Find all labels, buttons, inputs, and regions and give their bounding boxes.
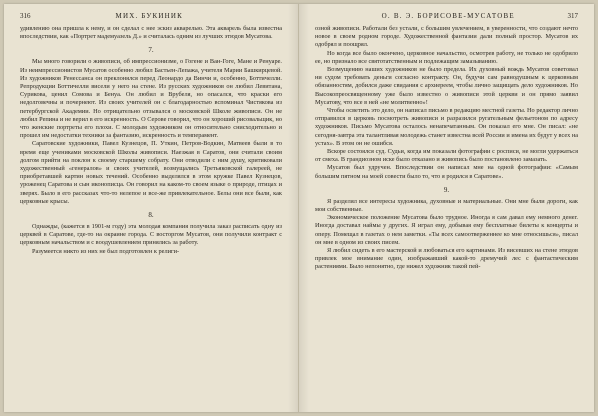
gutter-shadow — [288, 4, 298, 412]
paragraph: Саратовские художники, Павел Кузнецов, П. Уткин, Петров-Водкин, Матвеев были в то время еще учениками московской Школы живописи. Наезжая в Саратов, они считали своим долгом прийти на поклон к своему старшему собрату. Они отводили с ним душу, критиковали художественный «генералов» и своих учителей, возмущались Третьяковской галереей, не приобретавшей картин новых течений. Особенно выделялся в этом кружке Павел Кузнецов, уроженец Саратова и сын иконописца. Он говорил на каком-то своем языке о природе, птицах и зверях. Было в его рассказах что-то нелепое и все-же привлекательное. Белы они все были, как церковные крысы. — [20, 140, 282, 205]
left-page-text — [20, 25, 282, 256]
paragraph: Возмущению наших художников не было предела. Их духовный вождь Мусатов советовал ни судом требовать деньги согласно контракту. Он, будучи сам равнодушным к церковным обязанностям, добился даже свидания с архиереем, чтобы лично защищать дело художников. Но Высокопреосвященному уже было известно о живописи этой церкви и он прямо заявил Мусатову, что все в ней «не молитвенно»! — [315, 66, 578, 106]
page-number: 316 — [20, 12, 31, 20]
paragraph: удивлению она пришла к нему, и он сделал с нее эскиз акварелью. Эта акварель была известна впоследствии, как «Портрет мадемуазель Д.» и считалась одним из лучших этюдов Мусатова. — [20, 25, 282, 41]
book-spread — [4, 4, 594, 412]
paragraph: Однажды, (кажется в 1901-м году) эта молодая компания получила заказ расписать одну из церквей в Саратове, где-то на окраине города. С восторгом Мусатов, они получили контракт с церковным начальством и с воодушевлением принялись за работу. — [20, 223, 282, 247]
right-page-header — [315, 12, 578, 20]
paragraph: Но когда все было окончено, церковное начальство, осмотрев работу, не только не одобрило ее, но признало все святотатственным и подлежащим замазыванию. — [315, 49, 578, 65]
running-head: МИХ. БУКИНИК — [115, 12, 183, 20]
left-page — [4, 4, 299, 412]
paragraph: Я разделял все интересы художника, духовные и материальные. Они мне были дороги, как мои собственные. — [315, 197, 578, 214]
paragraph: Экономическое положение Мусатова было трудное. Иногда я сам давал ему немного денег. Иногда доставал наймы у других. Я играл ему, добывая ему бесплатные билеты к концерты и оперу. Помещал в газетах о нем заметки. «Ты всех самоотверженнее ко мне относишься», писал он мне в одном из своих писем. — [315, 214, 578, 246]
running-head: О. В. Э. БОРИСОВЕ-МУСАТОВЕ — [381, 12, 515, 20]
paragraph: Вскоре состоялся суд. Судьи, когда им показали фотографии с росписи, не могли удержаться от смеха. В грандиозном иске было отказано и живопись было постановлено замазать. — [315, 148, 578, 164]
paragraph: озной живописи. Работали без устали, с большим увлечением, в уверенности, что создают нечто новое в своем родном городе. Художественной фантазии дали полный простор. Мусатов их одобрял и поощрял. — [315, 25, 578, 49]
gutter-shadow — [299, 4, 309, 412]
paragraph: Мы много говорили о живописи, об импрессионизме, о Гогене и Ван-Гоге, Мане и Ренуаре. Из неимпрессионистов Мусатов особенно любил Бастьен-Лепажа, учителя Марии Башкирцевой. Из художников Ренессанса он преклонялся перед Леонардо да Винчи и, особенно, Боттичелли. Репродукции Боттичелли висели у него на стене. Из русских художников он любил Левитана, Сурикова, ценил Сомова и Бенуа. Он любил и Врубеля, но опасался, что краски его недолговечны и почернеют. Из своих учителей он с благодарностью вспоминал Чистякова из петербургской Академии. Но отрицательно отзывался о московской Школе живописи. Он не любил Репина и не верил в его искренность. О Серове говорил, что он хороший рисовальщик, но что женские портреты его плохи. С молодым художником он относительно снисходительно и прошел им недостатки техники за фантазию, искренность и темперамент. — [20, 58, 282, 140]
page-number: 317 — [567, 12, 578, 20]
left-page-header — [20, 12, 282, 20]
paragraph: Я любил сидеть в его мастерской и любоваться его картинами. Из висевших на стене этюдов привлек мое внимание один, изображавший какой-то дремучий лес с фантастическим растениями. Было непонятно, где нижел художник такой пей- — [315, 247, 578, 271]
right-page — [299, 4, 594, 412]
right-page-text — [315, 25, 578, 272]
paragraph: Чтобы осветить это дело, он написал письмо в редакцию местной газеты. Но редактор лично отправился в церковь посмотреть живописи и разразился ругательным фельетоном по адресу художников. Письмо Мусатова осталось ненапечатанным. Он показал его мне. Он писал: «не сегодня-завтра эта талантливая молодежь станет известна всей России и имена их будут у всех на устах». В этом он не ошибся. — [315, 107, 578, 147]
section-number: 8. — [148, 211, 154, 220]
paragraph: Мусатов был удручен. Впоследствии он написал мне на одной фотографии: «Самым большим пятном на моей совести было то, что я родился в Саратове». — [315, 164, 578, 180]
section-number: 7. — [148, 46, 154, 55]
paragraph: Разумеется никто из них не был подготовлен к религи- — [32, 247, 180, 255]
section-number: 9. — [443, 185, 450, 194]
